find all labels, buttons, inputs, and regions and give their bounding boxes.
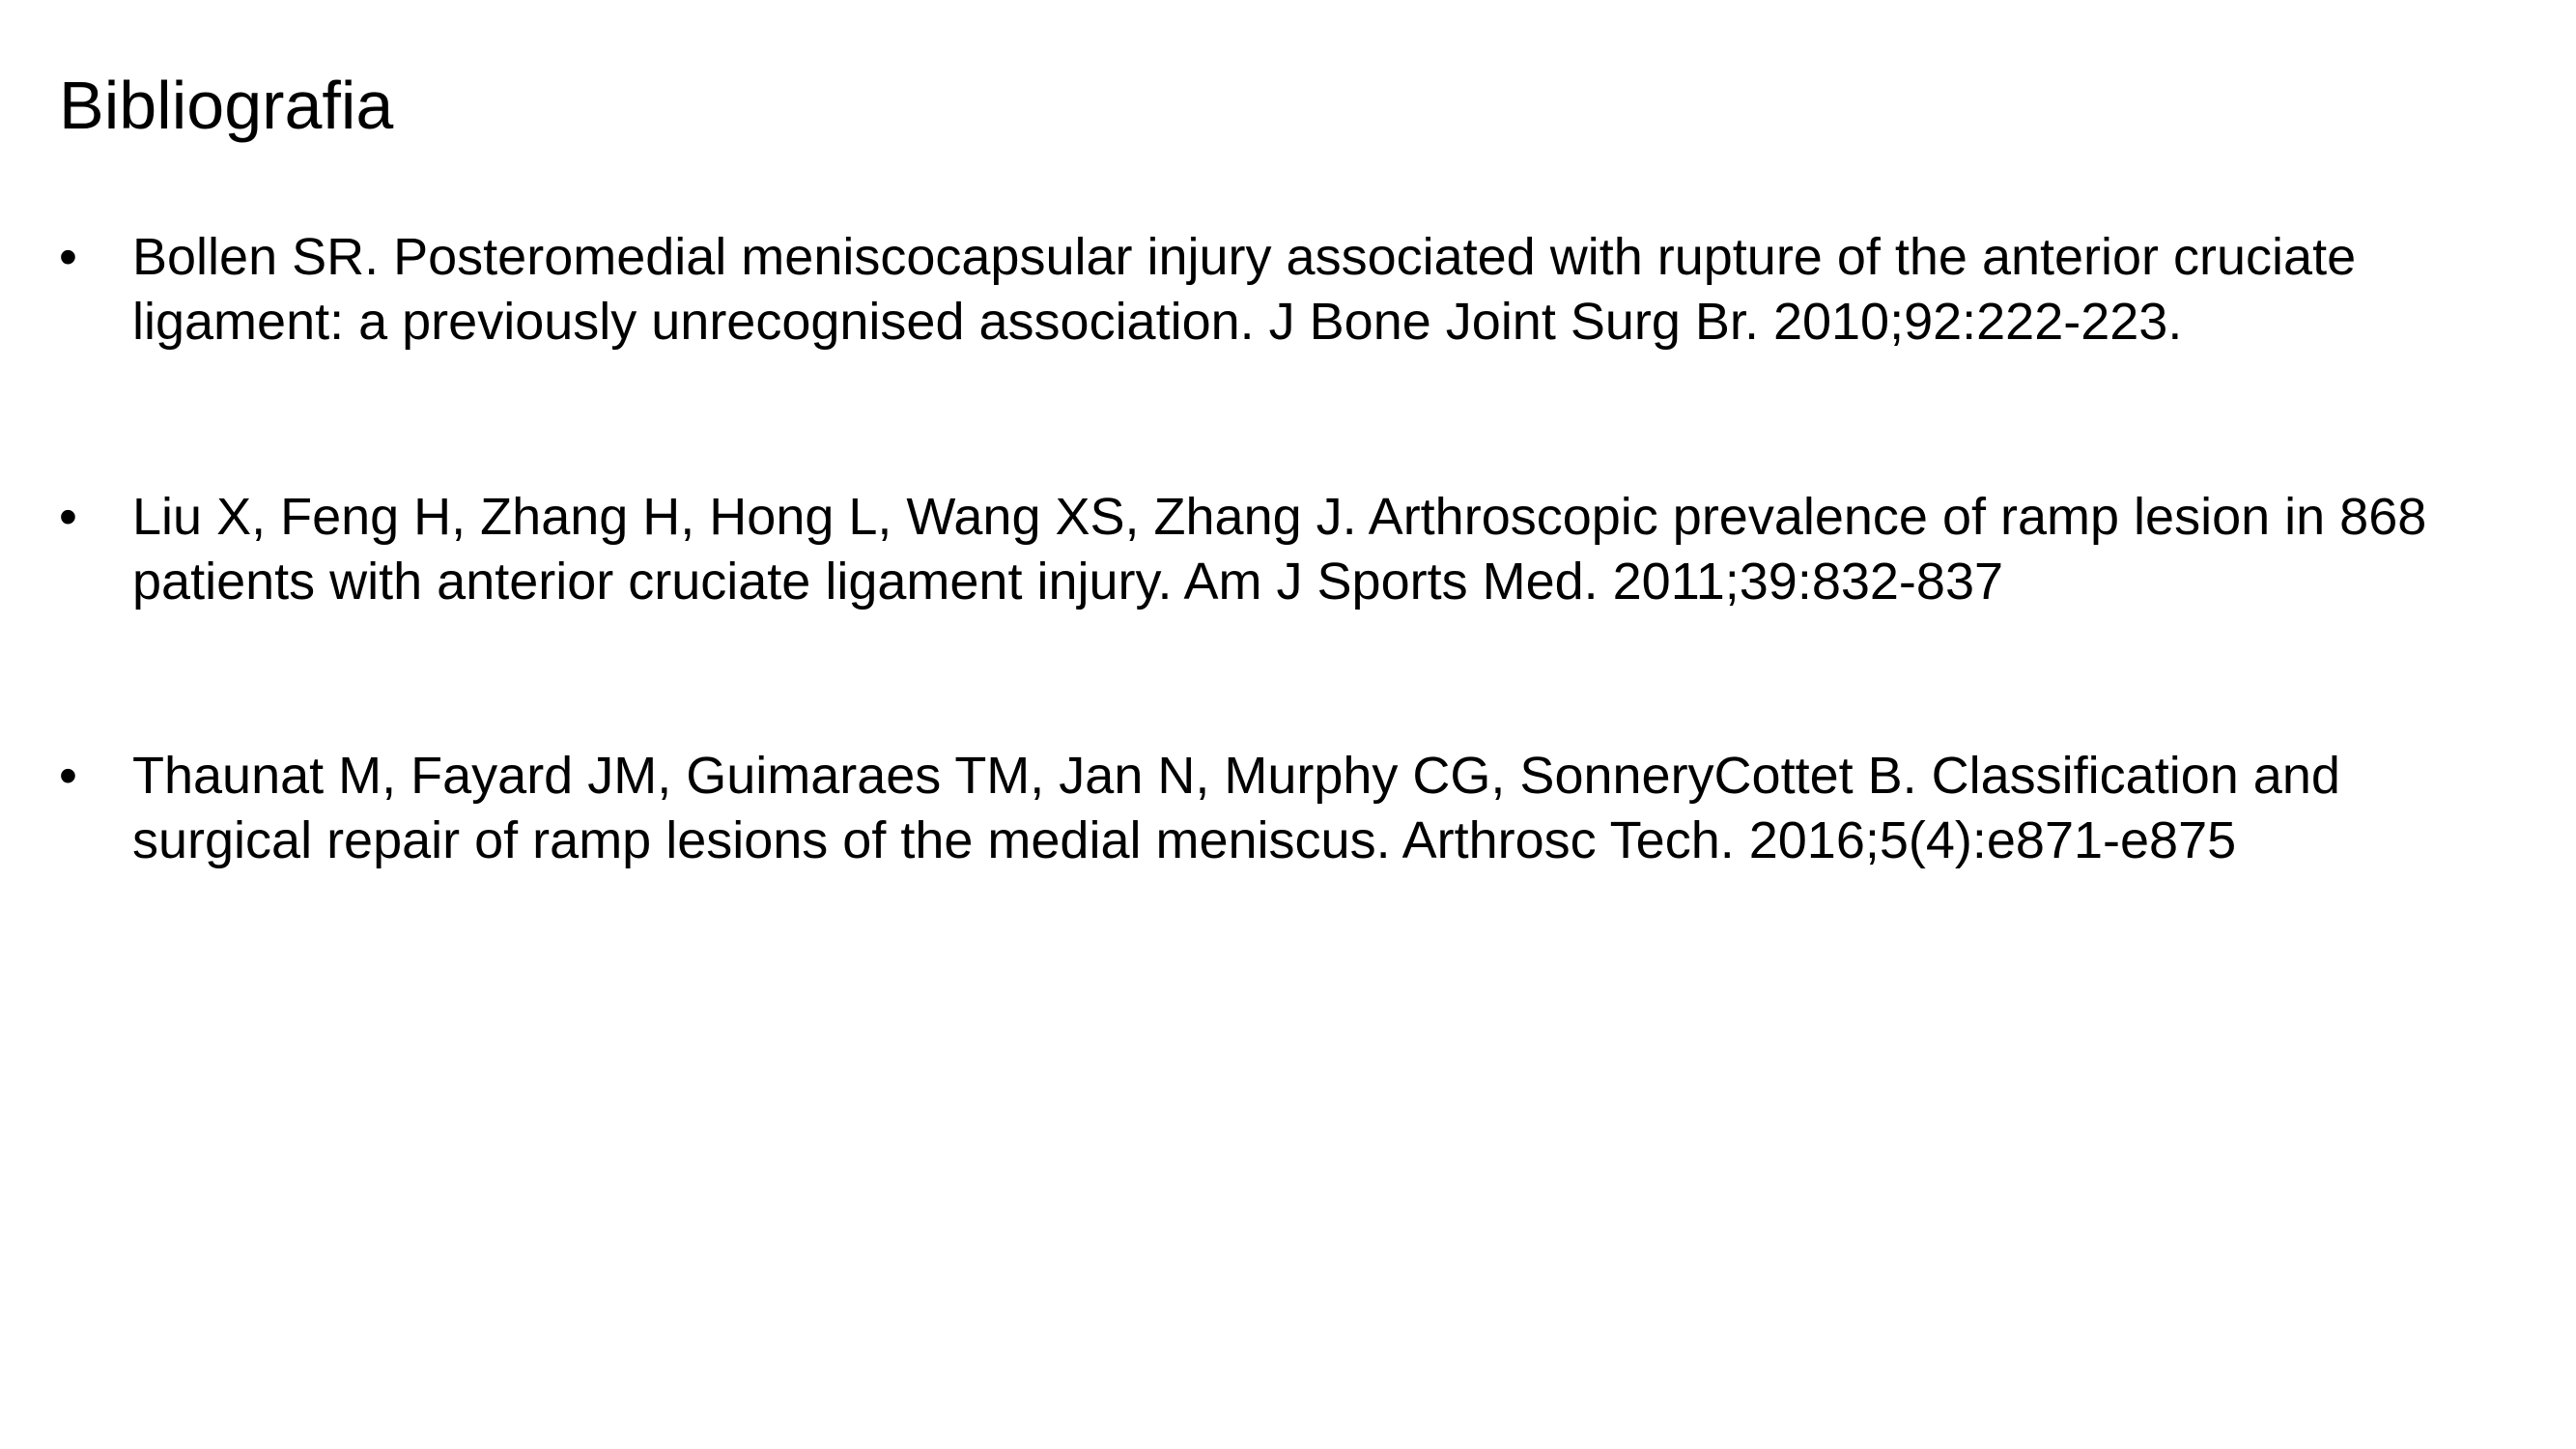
bullet-icon: •	[59, 488, 77, 546]
reference-text	[132, 225, 2576, 355]
bullet-icon: •	[59, 228, 77, 286]
reference-line: patients with anterior cruciate ligament injury. Am J Sports Med. 2011;39:832-837	[132, 553, 2004, 611]
reference-line: Thaunat M, Fayard JM, Guimaraes TM, Jan N, Murphy CG, SonneryCottet B. Classification and	[132, 747, 2340, 805]
reference-text	[132, 485, 2576, 614]
reference-line: Bollen SR. Posteromedial meniscocapsular injury associated with rupture of the anterior cruciate	[132, 228, 2357, 286]
reference-line: surgical repair of ramp lesions of the medial meniscus. Arthrosc Tech. 2016;5(4):e871-e875	[132, 811, 2237, 869]
bullet-icon: •	[59, 747, 77, 805]
reference-text	[132, 744, 2576, 873]
reference-line: ligament: a previously unrecognised association. J Bone Joint Surg Br. 2010;92:222-223.	[132, 293, 2183, 351]
slide-title: Bibliografia	[59, 68, 394, 143]
reference-line: Liu X, Feng H, Zhang H, Hong L, Wang XS, Zhang J. Arthroscopic prevalence of ramp lesion in 868	[132, 488, 2427, 546]
